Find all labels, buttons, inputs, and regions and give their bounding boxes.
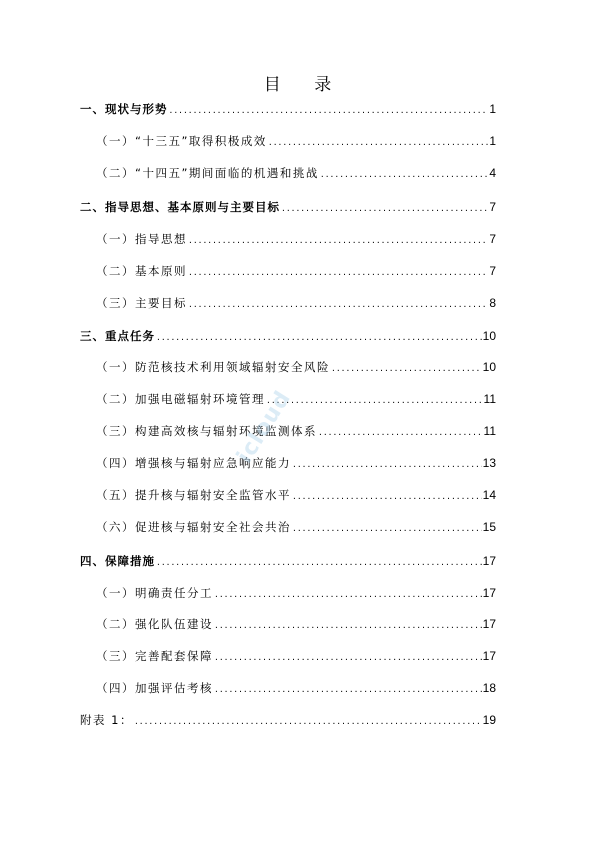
toc-entry-page-number: 11 <box>483 392 496 406</box>
toc-entry-page-number: 1 <box>489 102 496 116</box>
toc-dot-leader <box>292 457 482 473</box>
toc-entry[interactable] <box>96 231 496 247</box>
toc-dot-leader <box>188 265 488 281</box>
toc-entry[interactable] <box>96 455 496 471</box>
toc-dot-leader <box>156 555 482 571</box>
toc-entry-page-number: 10 <box>482 360 496 374</box>
toc-dot-leader <box>188 233 488 249</box>
toc-entry-label: （二）加强电磁辐射环境管理 <box>96 392 265 406</box>
toc-entry-page-number: 10 <box>482 329 496 343</box>
toc-entry[interactable] <box>96 585 496 601</box>
toc-entry-label: 三、重点任务 <box>80 329 155 343</box>
toc-entry-label: （三）构建高效核与辐射环境监测体系 <box>96 424 317 438</box>
toc-entry-page-number: 4 <box>489 166 496 180</box>
toc-entry[interactable] <box>96 519 496 535</box>
toc-dot-leader <box>188 297 488 313</box>
toc-dot-leader <box>214 682 482 698</box>
toc-entry[interactable] <box>80 553 496 569</box>
toc-entry[interactable] <box>96 295 496 311</box>
toc-entry[interactable] <box>80 712 496 728</box>
toc-entry-page-number: 13 <box>482 456 496 470</box>
toc-dot-leader <box>281 201 488 217</box>
toc-entry[interactable] <box>96 680 496 696</box>
toc-entry-page-number: 8 <box>489 296 496 310</box>
toc-entry[interactable] <box>96 165 496 181</box>
toc-entry-label: （一）“十三五”取得积极成效 <box>96 134 267 148</box>
toc-entry[interactable] <box>80 328 496 344</box>
toc-dot-leader <box>169 103 489 119</box>
toc-entry-page-number: 15 <box>482 520 496 534</box>
toc-entry-label: （五）提升核与辐射安全监管水平 <box>96 488 291 502</box>
toc-entry-page-number: 7 <box>489 232 496 246</box>
toc-dot-leader <box>214 587 482 603</box>
toc-dot-leader <box>214 650 482 666</box>
toc-entry[interactable] <box>96 359 496 375</box>
toc-entry-label: （三）完善配套保障 <box>96 649 213 663</box>
toc-entry-label: （二）基本原则 <box>96 264 187 278</box>
toc-entry[interactable] <box>96 487 496 503</box>
toc-entry-label: （一）指导思想 <box>96 232 187 246</box>
toc-entry-label: 附表 1： <box>80 713 133 727</box>
toc-entry-page-number: 14 <box>482 488 496 502</box>
toc-dot-leader <box>292 489 482 505</box>
toc-entry-label: 四、保障措施 <box>80 554 155 568</box>
toc-entry-page-number: 17 <box>482 554 496 568</box>
toc-entry[interactable] <box>96 263 496 279</box>
toc-entry-label: （二）强化队伍建设 <box>96 617 213 631</box>
toc-dot-leader <box>292 521 482 537</box>
watermark: icloud <box>232 386 297 468</box>
toc-entry[interactable] <box>96 391 496 407</box>
toc-entry-page-number: 11 <box>483 424 496 438</box>
toc-entry[interactable] <box>96 133 496 149</box>
toc-dot-leader <box>214 618 482 634</box>
toc-entry-label: （四）加强评估考核 <box>96 681 213 695</box>
toc-dot-leader <box>331 361 482 377</box>
toc-entry-page-number: 1 <box>489 134 496 148</box>
toc-entry-label: （四）增强核与辐射应急响应能力 <box>96 456 291 470</box>
toc-dot-leader <box>318 425 483 441</box>
toc-entry-label: （三）主要目标 <box>96 296 187 310</box>
toc-entry-page-number: 7 <box>489 200 496 214</box>
toc-dot-leader <box>134 714 482 730</box>
toc-entry-label: （六）促进核与辐射安全社会共治 <box>96 520 291 534</box>
toc-entry-label: （一）防范核技术利用领域辐射安全风险 <box>96 360 330 374</box>
toc-entry-page-number: 18 <box>482 681 496 695</box>
toc-entry[interactable] <box>96 616 496 632</box>
toc-entry-label: （二）“十四五”期间面临的机遇和挑战 <box>96 166 319 180</box>
toc-dot-leader <box>320 167 488 183</box>
toc-dot-leader <box>156 330 482 346</box>
toc-entry-label: 一、现状与形势 <box>80 102 168 116</box>
toc-entry[interactable] <box>80 199 496 215</box>
toc-entry-page-number: 19 <box>482 713 496 727</box>
toc-entry-page-number: 17 <box>482 617 496 631</box>
page-title: 目 录 <box>263 75 346 95</box>
toc-entry-label: （一）明确责任分工 <box>96 586 213 600</box>
toc-entry[interactable] <box>96 423 496 439</box>
toc-entry-page-number: 17 <box>482 586 496 600</box>
toc-entry-page-number: 17 <box>482 649 496 663</box>
toc-entry-label: 二、指导思想、基本原则与主要目标 <box>80 200 280 214</box>
toc-dot-leader <box>268 135 488 151</box>
toc-entry[interactable] <box>96 648 496 664</box>
toc-dot-leader <box>266 393 483 409</box>
toc-entry-page-number: 7 <box>489 264 496 278</box>
toc-entry[interactable] <box>80 101 496 117</box>
